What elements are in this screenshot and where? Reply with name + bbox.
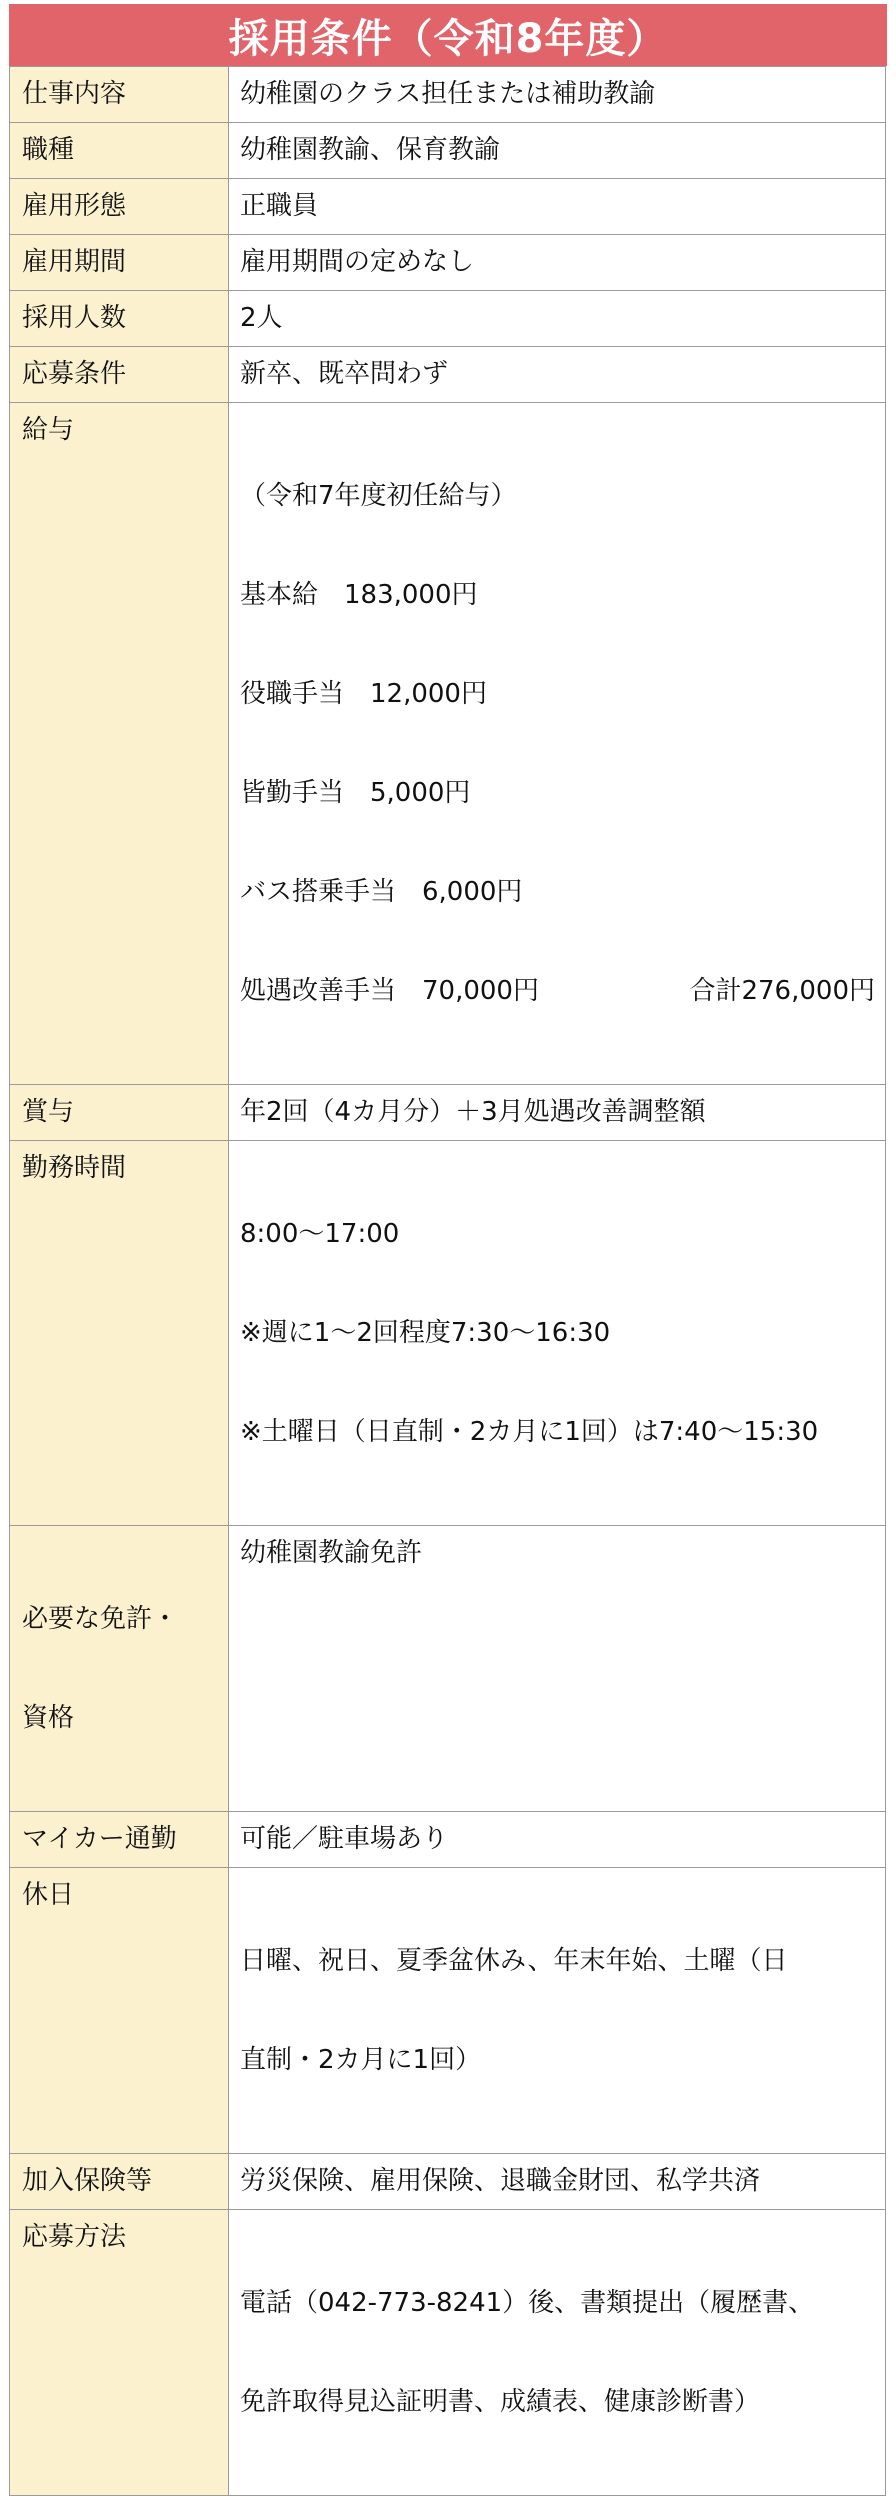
row-value-cell — [229, 347, 886, 403]
table-row — [10, 2210, 886, 2496]
row-label-cell — [10, 235, 229, 291]
row-label: 休日 — [22, 1880, 75, 1910]
row-label: 採用人数 — [22, 303, 127, 333]
salary-line: 皆勤手当 5,000円 — [240, 778, 471, 808]
row-value: 可能／駐車場あり — [240, 1824, 449, 1854]
table-row — [10, 403, 886, 1085]
row-value-cell — [229, 1085, 886, 1141]
row-value-cell — [229, 123, 886, 179]
row-value: 正職員 — [240, 191, 319, 221]
row-value: 幼稚園教諭、保育教諭 — [240, 135, 501, 165]
work-hours-line: ※週に1〜2回程度7:30〜16:30 — [240, 1318, 611, 1348]
table-row — [10, 67, 886, 123]
holidays-line: 日曜、祝日、夏季盆休み、年末年始、土曜（日 — [240, 1946, 788, 1976]
work-hours-line: ※土曜日（日直制・2カ月に1回）は7:40〜15:30 — [240, 1417, 819, 1447]
row-value-cell — [229, 1141, 886, 1526]
row-value-cell — [229, 2210, 886, 2496]
table-row — [10, 1085, 886, 1141]
row-value-cell — [229, 67, 886, 123]
row-label-cell — [10, 403, 229, 1085]
table-row — [10, 1141, 886, 1526]
row-value: 労災保険、雇用保険、退職金財団、私学共済 — [240, 2166, 761, 2196]
salary-line: 基本給 183,000円 — [240, 580, 478, 610]
row-label-cell — [10, 291, 229, 347]
table-row — [10, 1868, 886, 2154]
row-label: 給与 — [22, 415, 75, 445]
row-label: 応募条件 — [22, 359, 127, 389]
row-label-cell — [10, 123, 229, 179]
row-label-line: 資格 — [22, 1703, 75, 1733]
row-value-cell — [229, 1526, 886, 1812]
row-value: 2人 — [240, 303, 283, 333]
row-label: 応募方法 — [22, 2222, 127, 2252]
row-label-cell — [10, 2210, 229, 2496]
row-label: 仕事内容 — [22, 79, 127, 109]
table-row — [10, 179, 886, 235]
row-label — [10, 1526, 228, 1811]
holidays-line: 直制・2カ月に1回） — [240, 2045, 482, 2075]
salary-line: （令和7年度初任給与） — [240, 481, 517, 511]
application-method — [229, 2210, 885, 2495]
row-value: 年2回（4カ月分）＋3月処遇改善調整額 — [240, 1097, 706, 1127]
row-value: 新卒、既卒問わず — [240, 359, 449, 389]
row-label-cell — [10, 179, 229, 235]
row-value-cell — [229, 235, 886, 291]
row-label-cell — [10, 1141, 229, 1526]
row-label-cell — [10, 1526, 229, 1812]
row-label-cell — [10, 347, 229, 403]
title-banner — [9, 4, 887, 66]
row-label-cell — [10, 1868, 229, 2154]
table-row — [10, 123, 886, 179]
table-row — [10, 1526, 886, 1812]
row-value-cell — [229, 291, 886, 347]
row-value-cell — [229, 403, 886, 1085]
table-row — [10, 2154, 886, 2210]
row-value: 幼稚園教諭免許 — [240, 1538, 423, 1568]
conditions-table — [9, 66, 886, 2496]
salary-line: 処遇改善手当 70,000円 — [240, 976, 539, 1006]
row-value-cell — [229, 2154, 886, 2210]
row-value-cell — [229, 179, 886, 235]
table-row — [10, 291, 886, 347]
row-label: 職種 — [22, 135, 75, 165]
table-row — [10, 235, 886, 291]
work-hours — [229, 1141, 885, 1525]
table-row — [10, 347, 886, 403]
salary-last-line — [240, 975, 875, 1008]
row-value: 幼稚園のクラス担任または補助教諭 — [240, 79, 656, 109]
row-value: 雇用期間の定めなし — [240, 247, 475, 277]
row-value-cell — [229, 1868, 886, 2154]
row-label: 雇用形態 — [22, 191, 127, 221]
row-label-cell — [10, 1812, 229, 1868]
salary-line: 役職手当 12,000円 — [240, 679, 487, 709]
application-method-line: 電話（042-773-8241）後、書類提出（履歴書、 — [240, 2288, 815, 2318]
row-label: 賞与 — [22, 1097, 75, 1127]
table-row — [10, 1812, 886, 1868]
row-label: マイカー通勤 — [22, 1824, 177, 1854]
salary-details — [229, 403, 885, 1084]
row-label: 加入保険等 — [22, 2166, 153, 2196]
row-label: 雇用期間 — [22, 247, 127, 277]
page-title: 採用条件（令和8年度） — [228, 15, 668, 62]
application-method-line: 免許取得見込証明書、成績表、健康診断書） — [240, 2387, 761, 2417]
holidays — [229, 1868, 885, 2153]
row-label-cell — [10, 1085, 229, 1141]
salary-line: バス搭乗手当 6,000円 — [240, 877, 523, 907]
row-label-line: 必要な免許・ — [22, 1604, 179, 1634]
salary-total: 合計276,000円 — [689, 976, 875, 1006]
row-label-cell — [10, 2154, 229, 2210]
row-value-cell — [229, 1812, 886, 1868]
row-label: 勤務時間 — [22, 1153, 127, 1183]
row-label-cell — [10, 67, 229, 123]
work-hours-line: 8:00〜17:00 — [240, 1219, 400, 1249]
